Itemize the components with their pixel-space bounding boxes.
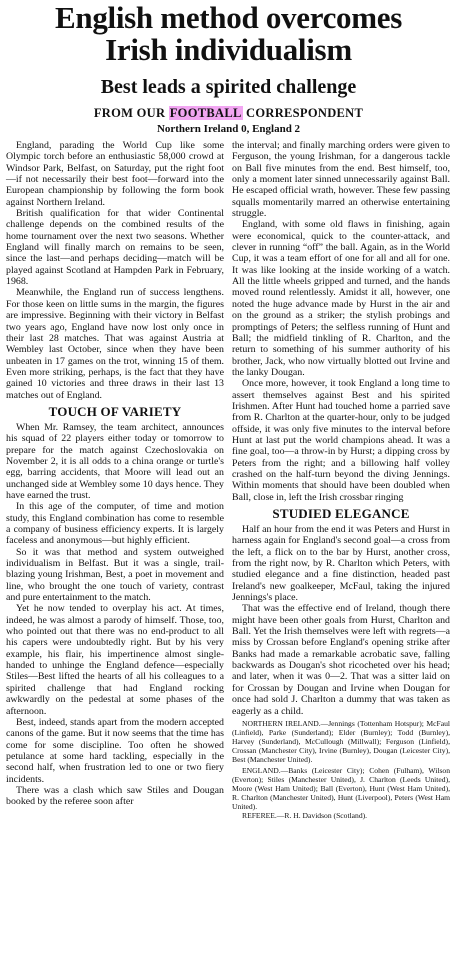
byline-prefix: FROM OUR (93, 106, 169, 120)
headline-line-1: English method overcomes (55, 0, 402, 35)
headline (6, 2, 451, 66)
paragraph: When Mr. Ramsey, the team architect, announces his squad of 22 players either today or tomorrow to prepare for the match against Czechoslovakia on November 2, it is all odds to a china orange or turtle's egg, barring accidents, that Moore will lead out an unchanged side at Wembley some 10 days hence. They have earned the trust. (6, 421, 224, 501)
section-heading: TOUCH OF VARIETY (48, 403, 182, 419)
referee-line: REFEREE.—R. H. Davidson (Scotland). (242, 810, 368, 820)
paragraph: England, parading the World Cup like some Olympic torch before an enthusiastic 58,000 crowd at Windsor Park, Belfast, on Saturday, put the right foot—if not necessarily their best foot—forward into the European championship by following the form book against Northern Ireland. (6, 140, 224, 208)
paragraph: Meanwhile, the England run of success lengthens. For those keen on little sums in the margin, the figures are impressive. Beginning with their victory in Belfast two years ago, England have now lost only once in their last 28 matches. That was against Austria at Wembley last October, since when they have been unbeaten in 17 games on the trot, winning 15 of them. Even more striking, perhaps, is the fact that they have gained 10 victories and three draws in their last 13 matches out of England. (6, 287, 224, 401)
newspaper-page (0, 2, 457, 968)
article-columns (6, 140, 451, 820)
paragraph: In this age of the computer, of time and motion study, this England combination has come to resemble a company of business efficiency experts. It is largely faceless and anonymous—but highly efficient. (6, 501, 224, 547)
paragraph: England, with some old flaws in finishing, again were economical, quick to the counter-attack, and clever in running “off” the ball. Again, as in the World Cup, it was a team effort of one for all and all for one. It was like looking at the inside working of a watch. All the little wheels gripped and turned, and the hands moved round relentlessly. Amidst it all, however, one noted the huge advance made by Hurst in the air and on the ground as a striker; the stylish probings and promptings of Peters; the selfless running of Hunt and Ball; the midfield tinkling of R. Charlton, and the return to something of his summer authority of his brother, Jack, who now virtually blotted out Irvine and the lanky Dougan. (232, 219, 450, 378)
byline-highlight: FOOTBALL (169, 106, 242, 120)
headline-line-2: Irish individualism (105, 32, 352, 67)
paragraph: Best, indeed, stands apart from the modern accepted canons of the game. But it now seems that the time has come for some discipline. Too often he showed petulance at some hard tackling, especially in the second half, when frustration led to one or two fiery incidents. (6, 716, 224, 785)
byline-suffix: CORRESPONDENT (242, 106, 364, 120)
paragraph: Half an hour from the end it was Peters and Hurst in harness again for England's second goal—a cross from the left, a flick on to the bar by Hurst, another cross, from the right now, by R. Charlton which Peters, with studied elegance and a fine distinction, headed past Ireland's new goalkeeper, McFaul, taking the injured Jennings's place. (232, 524, 450, 604)
left-column (6, 140, 224, 820)
paragraph: That was the effective end of Ireland, though there might have been other goals from Hurst, Charlton and Ball. Yet the Irish themselves were left with regrets—a miss by Crossan before England's opening strike after Banks had made a remarkable acrobatic save, falling backwards as Dougan's shot ricocheted over his head; and later, when it was 0—2. That was a sitter laid on for Crossan by Dougan and Irvine when Dougan for once had sold J. Charlton a dummy that was taken as eagerly as a child. (232, 603, 450, 717)
paragraph: the interval; and finally marching orders were given to Ferguson, the young Irishman, for a dangerous tackle on Ball five minutes from the end. Best himself, too, only a moment later sinned unnecessarily against Ball. He escaped official wrath, however. These few passing squalls momentarily marred an otherwise entertaining struggle. (232, 140, 450, 220)
paragraph: Once more, however, it took England a long time to assert themselves against Best and his spirited Irishmen. After Hunt had touched home a parried save from R. Charlton at the quarter-hour, only to be judged offside, it was only five minutes to the interval before Hunt at last put the world champions ahead. It was a fine goal, too—a throw-in by Hurst; a dipping cross by Peters from the right; and a billowing half volley crashed on the half-turn beyond the diving Jennings. Within moments that should have been doubled when Ball, close in, left the Irish crossbar ringing (232, 378, 450, 503)
match-result: Northern Ireland 0, England 2 (156, 123, 301, 135)
subheadline: Best leads a spirited challenge (100, 76, 357, 98)
paragraph: There was a clash which saw Stiles and Dougan booked by the referee soon after (6, 784, 224, 808)
right-column (232, 140, 450, 820)
paragraph: British qualification for that wider Continental challenge depends on the combined results of the home tournament over the next two seasons. Whether England will finally march on remains to be seen, since the last—and perhaps deciding—match will be played against Scotland at Hampden Park in February, 1968. (6, 208, 224, 288)
section-heading: STUDIED ELEGANCE (272, 506, 410, 521)
paragraph: So it was that method and system outweighed individualism in Belfast. But it was a single, trail-blazing young Irishman, Best, a poet in movement and line, who brought the one touch of variety, contrast and pure entertainment to the match. (6, 546, 224, 604)
team-lineup-northern-ireland: NORTHERN IRELAND.—Jennings (Tottenham Hotspur); McFaul (Linfield), Parke (Sunderland); Elder (Burnley); Todd (Burnley), Harvey (Sunderland), McCullough (Millwall); Ferguson (Linfield), Crossan (Manchester City), Irvine (Burnley), Dougan (Leicester City), Best (Manchester United). (232, 718, 450, 764)
team-lineup-england: ENGLAND.—Banks (Leicester City); Cohen (Fulham), Wilson (Everton); Stiles (Manchester United), J. Charlton (Leeds United), Moore (West Ham United); Ball (Everton), Hunt (West Ham United), R. Charlton (Manchester United), Hunt (Liverpool), Peters (West Ham United). (232, 765, 450, 811)
byline (6, 106, 451, 121)
paragraph: Yet he now tended to overplay his act. At times, indeed, he was almost a parody of himself. Those, too, who pointed out that there was no end-product to all his capers were undoubtedly right. But by his very example, his flair, his impertinence almost single-handed to unhinge the England defence—especially Stiles—Best lifted the hearts of all his colleagues to a spirited challenge that had England rocking awkwardly on the pedestal at some phases of the afternoon. (6, 603, 224, 717)
